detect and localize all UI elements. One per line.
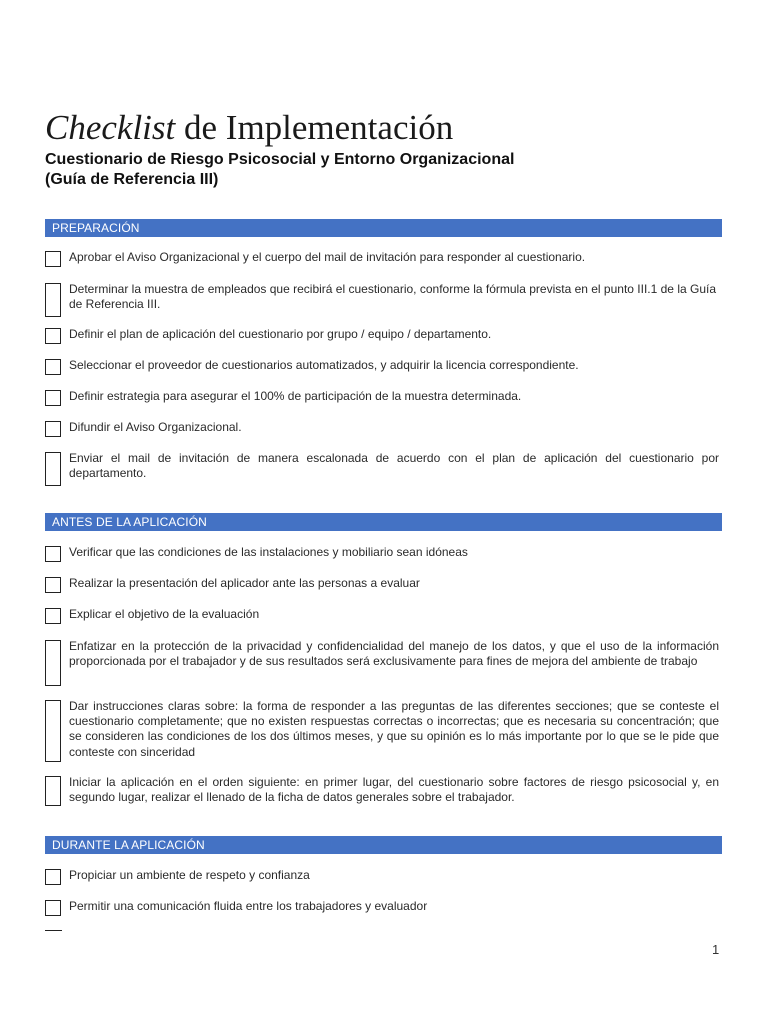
item-text: Iniciar la aplicación en el orden siguiente: en primer lugar, del cuestionario sobre factores de riesgo psicosocial y, en segundo lugar, realizar el llenado de la ficha de datos generales sobre el trabajador. bbox=[69, 775, 719, 805]
subtitle-line-2: (Guía de Referencia III) bbox=[45, 171, 219, 188]
section-header-preparacion: PREPARACIÓN bbox=[45, 219, 722, 237]
item-text: Definir el plan de aplicación del cuestionario por grupo / equipo / departamento. bbox=[69, 327, 492, 341]
checkbox[interactable] bbox=[45, 577, 61, 593]
item-text: Enfatizar en la protección de la privacidad y confidencialidad del manejo de los datos, y que el uso de la información proporcionada por el trabajador y de sus resultados será exclusivamente para fines de mejora del ambiente de trabajo bbox=[69, 639, 719, 669]
section-header-antes-de-la-aplicacion: ANTES DE LA APLICACIÓN bbox=[45, 513, 722, 531]
title-italic: Checklist bbox=[45, 108, 176, 147]
item-text: Dar instrucciones claras sobre: la forma de responder a las preguntas de las diferentes secciones; que se conteste el cuestionario completamente; que no existen respuestas correctas o incorrectas; que es necesaria su concentración; que se consideren las condiciones de los dos últimos meses, y que su opinión es lo más importante por lo que se le pide que conteste con sinceridad bbox=[69, 699, 719, 759]
item-text: Aprobar el Aviso Organizacional y el cuerpo del mail de invitación para responder al cuestionario. bbox=[69, 250, 586, 264]
item-text: Permitir una comunicación fluida entre los trabajadores y evaluador bbox=[69, 899, 428, 913]
item-text: Difundir el Aviso Organizacional. bbox=[69, 420, 242, 434]
checkbox[interactable] bbox=[45, 390, 61, 406]
document-subtitle bbox=[45, 150, 725, 190]
title-rest: de Implementación bbox=[175, 108, 454, 147]
checkbox[interactable] bbox=[45, 900, 61, 916]
checkbox[interactable] bbox=[45, 546, 61, 562]
item-text: Explicar el objetivo de la evaluación bbox=[69, 607, 260, 621]
checkbox[interactable] bbox=[45, 452, 61, 486]
item-text: Enviar el mail de invitación de manera escalonada de acuerdo con el plan de aplicación del cuestionario por departamento. bbox=[69, 451, 719, 481]
document-title bbox=[45, 108, 453, 148]
checkbox[interactable] bbox=[45, 328, 61, 344]
checkbox[interactable] bbox=[45, 608, 61, 624]
section-header-durante-la-aplicacion: DURANTE LA APLICACIÓN bbox=[45, 836, 722, 854]
checkbox[interactable] bbox=[45, 359, 61, 375]
item-text: Definir estrategia para asegurar el 100% de participación de la muestra determinada. bbox=[69, 389, 522, 403]
next-checkbox-edge bbox=[45, 930, 62, 931]
checkbox[interactable] bbox=[45, 869, 61, 885]
item-text: Propiciar un ambiente de respeto y confianza bbox=[69, 868, 310, 882]
item-text: Verificar que las condiciones de las instalaciones y mobiliario sean idóneas bbox=[69, 545, 468, 559]
checkbox[interactable] bbox=[45, 640, 61, 686]
subtitle-line-1: Cuestionario de Riesgo Psicosocial y Entorno Organizacional bbox=[45, 151, 515, 168]
item-text: Seleccionar el proveedor de cuestionarios automatizados, y adquirir la licencia correspondiente. bbox=[69, 358, 579, 372]
checkbox[interactable] bbox=[45, 283, 61, 317]
checkbox[interactable] bbox=[45, 251, 61, 267]
item-text: Realizar la presentación del aplicador ante las personas a evaluar bbox=[69, 576, 420, 590]
checkbox[interactable] bbox=[45, 776, 61, 806]
page-number: 1 bbox=[712, 942, 720, 957]
item-text: Determinar la muestra de empleados que recibirá el cuestionario, conforme la fórmula prevista en el punto III.1 de la Guía de Referencia III. bbox=[69, 282, 717, 312]
checkbox[interactable] bbox=[45, 700, 61, 762]
checkbox[interactable] bbox=[45, 421, 61, 437]
